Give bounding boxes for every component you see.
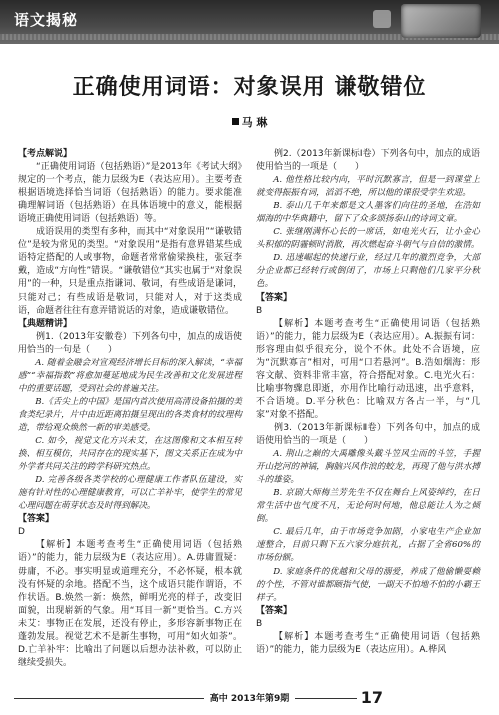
article-title: 正确使用词语：对象误用 谦敬错位 — [72, 75, 427, 100]
author-byline — [0, 114, 499, 130]
body-paragraph: 【解析】本题考查考生“正确使用词语（包括熟语）”的能力，能力层级为E（表达应用）。A.振振有词：形容理由似乎很充分，说个不休。此处不合语境，应为“沉默寡言”相对，可用“口若悬河”。B.浩如烟海：形容文献、资料非常丰富，符合搭配对象。C.电光火石：比喻事物骤息即逝，亦用作比喻行动迅速，出乎意料，不合语境。D.平分秋色：比喻双方各占一半，与“几家”对象不搭配。 — [256, 318, 480, 420]
answer-value: B — [256, 305, 263, 316]
square-bullet-icon — [232, 118, 239, 125]
header-ornament-image — [401, 4, 481, 38]
body-paragraph: “正确使用词语（包括熟语）”是2013年《考试大纲》规定的一个考点，能力层级为E（表达应用）。主要考查根据语境选择恰当词语（包括熟语）的能力。要求能准确理解词语（包括熟语）在具体语境中的意义，能根据语境正确使用词语（包括熟语）等。 — [18, 162, 242, 225]
section-tag: 【 答案 】 — [256, 292, 480, 305]
answer-option: D. 完善各级各类学校的心理健康工作者队伍建设，实施有针对性的心理健康教育，可以亡羊补牢，使学生的常见心理问题在萌芽状态及时得到解决。 — [18, 475, 242, 512]
body-paragraph: 例2.（2013年新课标Ⅰ卷）下列各句中，加点的成语使用恰当的一项是（ ） — [256, 149, 480, 173]
body-paragraph: 【解析】本题考查考生“正确使用词语（包括熟语）”的能力，能力层级为E（表达应用）。A.桦风 — [256, 631, 480, 655]
header-ornament-small — [373, 10, 391, 28]
section-header — [0, 0, 499, 44]
page-footer — [0, 688, 499, 710]
section-name: 语文揭秘 — [14, 11, 79, 29]
section-tag: 【 答案 】 — [256, 605, 480, 618]
answer-option: B.《舌尖上的中国》是国内首次使用高清设备拍摄的美食类纪录片，片中由近距离拍摄呈现出的各类食材的纹理构造，带给观众焕然一新的审美感受。 — [18, 396, 242, 433]
answer-option: B. 京剧大师梅兰芳先生不仅在舞台上风姿绰约，在日常生活中也气度不凡，无论何时何地，他总能让人为之倾倒。 — [256, 488, 480, 525]
author-name: 马 琳 — [241, 116, 268, 129]
answer-option: D. 迅速崛起的快递行业，经过几年的激烈竞争，大部分企业都已经转行或倒闭了，市场上只剩他们几家平分秋色。 — [256, 253, 480, 290]
answer-option: C. 张继刚满怀心长的一席话，如电光火石，让小金心头积郁的阴霾顿时消散，再次燃起奋斗朝气与自信的激情。 — [256, 227, 480, 251]
answer-option: A. 随着金融会对宣观经济增长目标的深入解读，“幸福感”“幸福指数”将愈加蔓延地成为民生改善和文化发展进程中的重要话题，受到社会的普遍关注。 — [18, 357, 242, 394]
answer-value: B — [256, 618, 263, 629]
page-number: 17 — [357, 688, 387, 707]
answer-option: B. 泰山几千年来都是文人墨客们向往的圣地，在浩如烟海的中华典籍中，留下了众多颂扬泰山的诗词文章。 — [256, 201, 480, 225]
issue-label: 高中 2013年第9期 — [204, 694, 295, 704]
right-column — [256, 148, 480, 657]
body-paragraph: 成语误用的类型有多种，而其中“对象误用”“谦敬错位”是较为常见的类型。“对象误用”是指有意界错某些成语特定搭配的人或事物，命题者常常偷梁换柱，张冠李戴，造成“方向性”错误。“谦敬错位”其实也属于“对象误用”的一种，只是重点指谦词、敬词，有些成语是谦词，只能对己；有些成语是敬词，只能对人，对于这类成语，命题者往往有意弄错说话的对象，造成谦敬错位。 — [18, 227, 242, 316]
body-paragraph: 例3.（2013年新课标Ⅱ卷）下列各句中，加点的成语使用恰当的一项是（ ） — [256, 422, 480, 447]
answer-value: D — [18, 527, 25, 538]
answer-option: C. 如今，视觉文化方兴未艾，在这图像和文本相互转换、相互模仿，共同存在的现实基下，图文关系正在成为中外学者共同关注的跨学科研究热点。 — [18, 436, 242, 473]
section-tag: 【 典题精讲 】 — [18, 318, 242, 331]
answer-option: D. 家庭条件的优越和父母的溺爱，养成了他偷懒耍赖的个性，不管对谁都颐指气使，一副天不怕地不怕的小霸王样子。 — [256, 566, 480, 603]
section-tag: 【 考点解说 】 — [18, 148, 242, 161]
left-column — [18, 148, 242, 670]
body-paragraph: 【解析】本题考查考生“正确使用词语（包括熟语）”的能力，能力层级为E（表达应用）。A.毋庸置疑：毋庸，不必。事实明显或道理充分，不必怀疑，根本就没有怀疑的余地。搭配不当，这个成语只能作谓语，不作状语。B.焕然一新：焕然，鲜明光亮的样子，改变旧面貌，出现崭新的气象。用“耳目一新”更恰当。C.方兴未艾：事物正在发展，还没有停止，多形容新事物正在蓬勃发展。视觉艺术不是新生事物，可用“如火如荼”。D.亡羊补牢：比喻出了问题以后想办法补救，可以防止继续受损失。 — [18, 540, 242, 668]
section-tag: 【 答案 】 — [18, 513, 242, 526]
issue-info — [0, 691, 499, 704]
answer-option: A. 他性格比较内向，平时沉默寡言，但是一到课堂上就变得振振有词，滔滔不绝，所以他的课很受学生欢迎。 — [256, 175, 480, 199]
body-paragraph: 例1.（2013年安徽卷）下列各句中，加点的成语使用恰当的一句是（ ） — [18, 331, 242, 355]
answer-option: A. 荆山之巅的大禹雕像头戴斗笠风尘而的斗笠，手握开山挖河的神镐，胸脑兴风作浪的蛟龙，再现了他与洪水搏斗的雄姿。 — [256, 449, 480, 486]
answer-option: C. 最后几年，由于市场竞争加剧，小家电生产企业加速整合，目前只剩下五六家分庭抗礼，占据了全省60%的市场份额。 — [256, 527, 480, 564]
